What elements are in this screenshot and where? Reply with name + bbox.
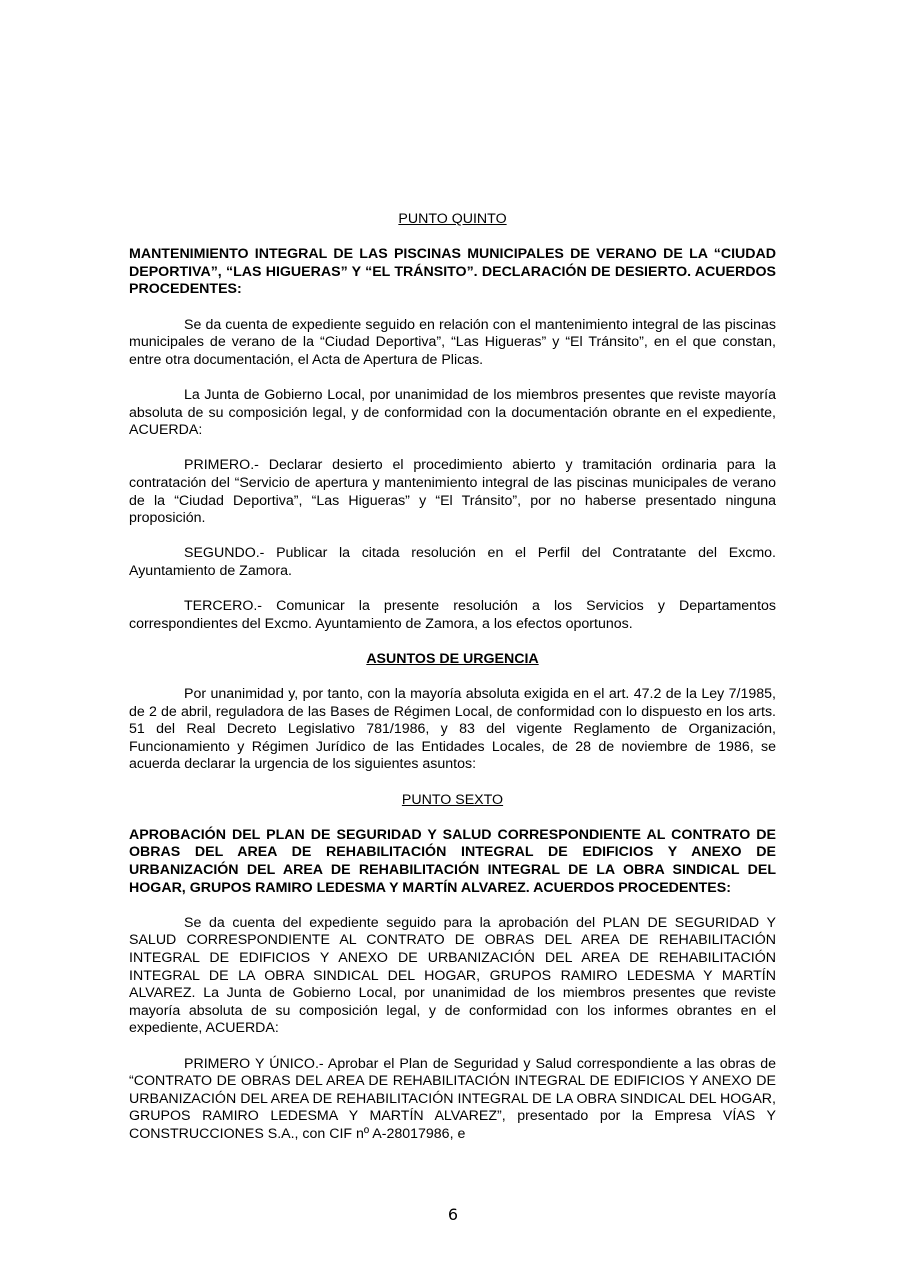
punto-quinto-segundo: SEGUNDO.- Publicar la citada resolución en el Perfil del Contratante del Excmo. Ayuntamiento de Zamora.	[129, 545, 776, 579]
punto-sexto-primero: PRIMERO Y ÚNICO.- Aprobar el Plan de Seguridad y Salud correspondiente a las obras de “CONTRATO DE OBRAS DEL AREA DE REHABILITACIÓN INTEGRAL DE EDIFICIOS Y ANEXO DE URBANIZACIÓN DEL AREA DE REHABILITACIÓN INTEGRAL DE LA OBRA SINDICAL DEL HOGAR, GRUPOS RAMIRO LEDESMA Y MARTÍN ALVAREZ”, presentado por la Empresa VÍAS Y CONSTRUCCIONES S.A., con CIF nº A-28017986, e	[129, 1055, 776, 1142]
urgencia-heading: ASUNTOS DE URGENCIA	[366, 650, 539, 667]
document-body	[129, 211, 776, 1143]
punto-quinto-title: MANTENIMIENTO INTEGRAL DE LAS PISCINAS MUNICIPALES DE VERANO DE LA “CIUDAD DEPORTIVA”, “LAS HIGUERAS” Y “EL TRÁNSITO”. DECLARACIÓN DE DESIERTO. ACUERDOS PROCEDENTES:	[129, 246, 776, 298]
punto-quinto-paragraph-1: Se da cuenta de expediente seguido en relación con el mantenimiento integral de las piscinas municipales de verano de la “Ciudad Deportiva”, “Las Higueras” y “El Tránsito”, en el que constan, entre otra documentación, el Acta de Apertura de Plicas.	[129, 316, 776, 368]
punto-quinto-paragraph-2: La Junta de Gobierno Local, por unanimidad de los miembros presentes que reviste mayoría absoluta de su composición legal, y de conformidad con la documentación obrante en el expediente, ACUERDA:	[129, 386, 776, 439]
punto-sexto-paragraph-1: Se da cuenta del expediente seguido para la aprobación del PLAN DE SEGURIDAD Y SALUD CORRESPONDIENTE AL CONTRATO DE OBRAS DEL AREA DE REHABILITACIÓN INTEGRAL DE EDIFICIOS Y ANEXO DE URBANIZACIÓN DEL AREA DE REHABILITACIÓN INTEGRAL DE LA OBRA SINDICAL DEL HOGAR, GRUPOS RAMIRO LEDESMA Y MARTÍN ALVAREZ. La Junta de Gobierno Local, por unanimidad de los miembros presentes que reviste mayoría absoluta de su composición legal, y de conformidad con los informes obrantes en el expediente, ACUERDA:	[129, 914, 776, 1037]
punto-quinto-heading: PUNTO QUINTO	[398, 211, 507, 227]
punto-quinto-primero: PRIMERO.- Declarar desierto el procedimiento abierto y tramitación ordinaria para la contratación del “Servicio de apertura y mantenimiento integral de las piscinas municipales de verano de la “Ciudad Deportiva”, “Las Higueras” y “El Tránsito”, por no haberse presentado ninguna proposición.	[129, 457, 776, 527]
punto-sexto-title: APROBACIÓN DEL PLAN DE SEGURIDAD Y SALUD CORRESPONDIENTE AL CONTRATO DE OBRAS DEL AREA DE REHABILITACIÓN INTEGRAL DE EDIFICIOS Y ANEXO DE URBANIZACIÓN DEL AREA DE REHABILITACIÓN INTEGRAL DE LA OBRA SINDICAL DEL HOGAR, GRUPOS RAMIRO LEDESMA Y MARTÍN ALVAREZ. ACUERDOS PROCEDENTES:	[129, 826, 776, 896]
page-number: 6	[447, 1205, 459, 1224]
punto-sexto-heading: PUNTO SEXTO	[401, 791, 504, 808]
urgencia-paragraph: Por unanimidad y, por tanto, con la mayoría absoluta exigida en el art. 47.2 de la Ley 7/1985, de 2 de abril, reguladora de las Bases de Régimen Local, de conformidad con lo dispuesto en los arts. 51 del Real Decreto Legislativo 781/1986, y 83 del vigente Reglamento de Organización, Funcionamiento y Régimen Jurídico de las Entidades Locales, de 28 de noviembre de 1986, se acuerda declarar la urgencia de los siguientes asuntos:	[129, 686, 776, 773]
punto-quinto-tercero: TERCERO.- Comunicar la presente resolución a los Servicios y Departamentos correspondientes del Excmo. Ayuntamiento de Zamora, a los efectos oportunos.	[129, 598, 776, 632]
